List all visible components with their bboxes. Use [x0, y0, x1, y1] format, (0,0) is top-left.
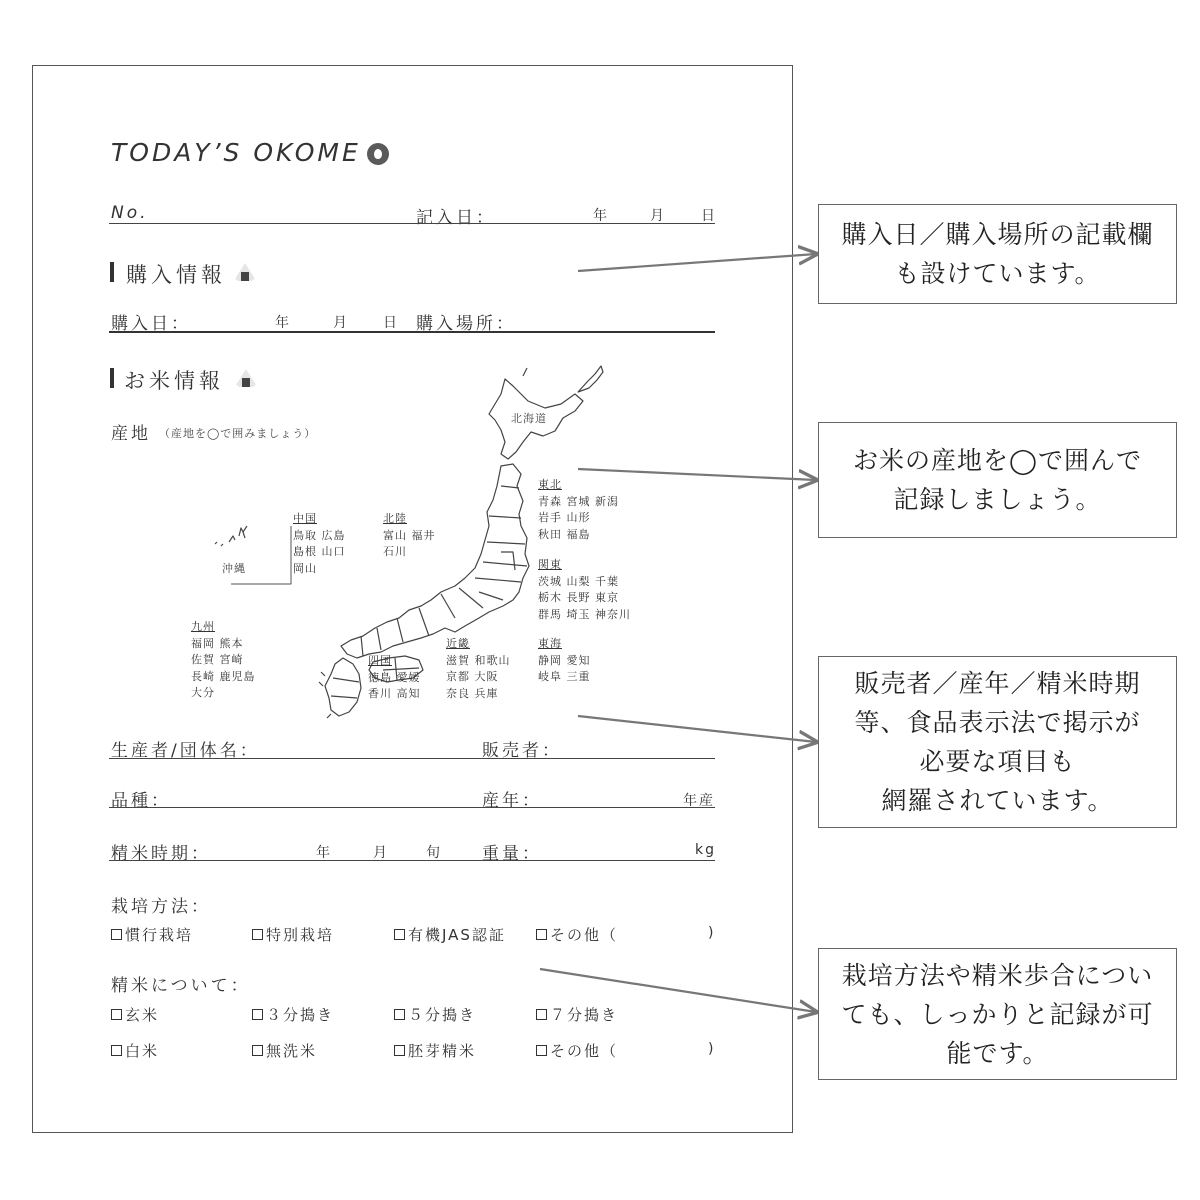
polish-year: 年: [316, 845, 332, 861]
region-title: 関東: [538, 558, 562, 571]
region-line: 秋田 福島: [538, 527, 591, 541]
purchase-year: 年: [275, 315, 291, 331]
region-title: 近畿: [446, 637, 470, 650]
region-line: 鳥取 広島: [293, 528, 346, 542]
arrow-line: [578, 716, 816, 742]
arrow-line: [578, 469, 816, 480]
section-rice-title: お米情報: [124, 369, 224, 393]
polish-time-label: 精米時期：: [111, 844, 211, 864]
region-line: 群馬 埼玉 神奈川: [538, 607, 631, 621]
entry-year: 年: [593, 208, 609, 224]
callout-text: お米の産地を◯で囲んで 記録しましょう。: [853, 446, 1142, 514]
checkbox-label: 無洗米: [266, 1042, 318, 1060]
origin-label: 産地: [111, 424, 151, 444]
region-title: 北陸: [383, 512, 407, 525]
callout-purchase-info: [818, 204, 1177, 304]
region-title: 東北: [538, 478, 562, 491]
checkbox-label: ３分搗き: [266, 1006, 335, 1024]
callout-origin: [818, 422, 1177, 538]
arrow-line: [540, 969, 816, 1012]
purchase-month: 月: [333, 315, 349, 331]
weight-unit: kg: [695, 842, 716, 858]
callout-text: 栽培方法や精米歩合につい ても、しっかりと記録が可 能です。: [841, 960, 1154, 1068]
purchase-place-label: 購入場所：: [416, 314, 516, 334]
region-title: 四国: [368, 654, 392, 667]
seller-label: 販売者：: [482, 741, 562, 761]
cultivation-label: 栽培方法：: [111, 897, 211, 917]
callout-text: 販売者／産年／精米時期 等、食品表示法で掲示が 必要な項目も 網羅されています。: [854, 669, 1141, 815]
section-purchase-title: 購入情報: [126, 263, 226, 287]
region-line: 岡山: [293, 561, 317, 575]
region-line: 香川 高知: [368, 687, 421, 700]
harvest-year-label: 産年：: [482, 791, 542, 811]
region-title: 東海: [538, 637, 562, 650]
checkbox-label: 胚芽精米: [408, 1042, 477, 1060]
region-line: 大分: [191, 686, 215, 699]
entry-day: 日: [701, 208, 717, 224]
checkbox-label: 玄米: [125, 1006, 160, 1024]
purchase-day: 日: [383, 315, 399, 331]
harvest-year-suffix: 年産: [683, 793, 715, 809]
region-line: 静岡 愛知: [538, 653, 591, 667]
other-close-paren: ): [708, 925, 716, 941]
polish-third: 旬: [426, 845, 442, 861]
weight-label: 重量：: [482, 844, 542, 864]
map-label-hokkaido: 北海道: [511, 412, 547, 425]
variety-label: 品種：: [111, 791, 171, 811]
region-line: 奈良 兵庫: [446, 686, 499, 700]
entry-date-label: 記入日：: [416, 208, 496, 228]
checkbox-label: 特別栽培: [266, 926, 335, 944]
purchase-date-label: 購入日：: [111, 314, 191, 334]
region-line: 佐賀 宮崎: [191, 653, 244, 666]
origin-note: （産地を◯で囲みましょう）: [159, 427, 317, 440]
checkbox-label: 有機JAS認証: [408, 926, 506, 944]
polish-month: 月: [373, 845, 389, 861]
no-label: No.: [111, 203, 149, 223]
checkbox-label: その他（: [550, 1042, 619, 1060]
checkbox-label: ５分搗き: [408, 1006, 477, 1024]
callout-labeling-law: [818, 656, 1177, 828]
checkbox-label: その他（: [550, 926, 619, 944]
region-line: 茨城 山梨 千葉: [538, 574, 619, 588]
callout-text: 購入日／購入場所の記載欄 も設けています。: [841, 220, 1154, 288]
checkbox-label: 白米: [125, 1042, 160, 1060]
region-line: 京都 大阪: [446, 670, 499, 683]
region-title: 九州: [191, 620, 215, 633]
region-line: 長崎 鹿児島: [191, 669, 256, 683]
region-line: 岩手 山形: [538, 511, 591, 524]
entry-month: 月: [650, 208, 666, 224]
callout-cultivation: [818, 948, 1177, 1080]
map-label-okinawa: 沖縄: [222, 562, 246, 575]
other-close-paren: ): [708, 1041, 716, 1057]
region-title: 中国: [293, 512, 317, 525]
region-line: 栃木 長野 東京: [538, 591, 619, 604]
checkbox-label: ７分搗き: [550, 1006, 619, 1024]
producer-label: 生産者/団体名：: [111, 741, 260, 761]
region-line: 岐阜 三重: [538, 670, 591, 683]
region-line: 富山 福井: [383, 528, 436, 542]
region-line: 青森 宮城 新潟: [538, 494, 619, 508]
region-line: 徳島 愛媛: [368, 670, 421, 684]
region-line: 石川: [383, 545, 407, 558]
polishing-label: 精米について：: [111, 976, 251, 996]
sheet-title: TODAY’S OKOME: [111, 138, 361, 167]
checkbox-label: 慣行栽培: [125, 926, 194, 944]
arrow-line: [578, 254, 816, 271]
region-line: 滋賀 和歌山: [446, 653, 511, 667]
region-line: 島根 山口: [293, 545, 346, 558]
region-line: 福岡 熊本: [191, 636, 244, 650]
